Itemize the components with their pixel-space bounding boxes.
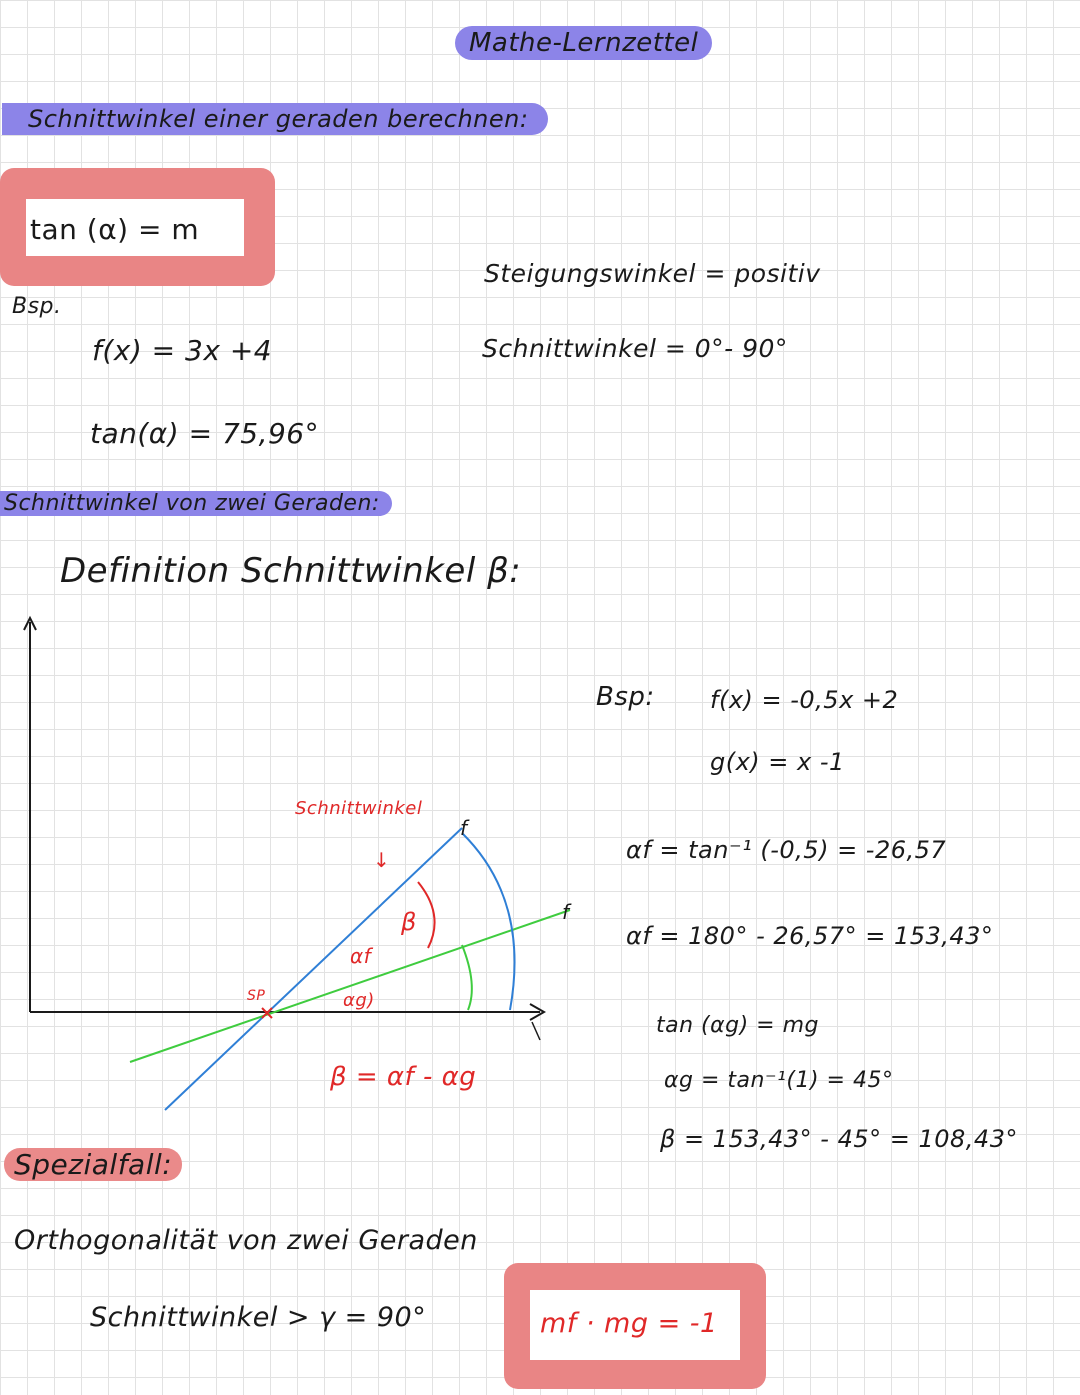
line-g-green — [130, 910, 570, 1062]
example-function: f(x) = 3x +4 — [92, 334, 273, 367]
label-f-blue: f — [460, 816, 468, 840]
green-arc — [462, 945, 472, 1010]
section1-title: Schnittwinkel einer geraden berechnen: — [2, 103, 548, 135]
special-formula: mf · mg = -1 — [540, 1308, 718, 1339]
red-arc-beta — [418, 882, 435, 948]
header-tag: Mathe-Lernzettel — [455, 26, 712, 60]
label-f-green: f — [562, 900, 570, 924]
example2-line3: tan (αg) = mg — [656, 1013, 819, 1038]
label-beta: β — [401, 908, 417, 936]
example-label: Bsp. — [12, 294, 62, 319]
label-down-arrow: ↓ — [373, 848, 391, 872]
example-result: tan(α) = 75,96° — [90, 417, 320, 450]
label-alpha-g: αg) — [343, 990, 375, 1011]
example2-label: Bsp: — [596, 682, 655, 712]
note-angle-range: Schnittwinkel = 0°- 90° — [482, 334, 788, 363]
example2-f: f(x) = -0,5x +2 — [710, 686, 899, 714]
formula-tan-m: tan (α) = m — [30, 213, 200, 246]
formula-beta: β = αf - αg — [330, 1062, 477, 1092]
label-sp: SP — [247, 988, 266, 1004]
special-subtitle: Orthogonalität von zwei Geraden — [14, 1225, 478, 1256]
definition-heading: Definition Schnittwinkel β: — [60, 551, 522, 591]
special-title: Spezialfall: — [4, 1148, 182, 1181]
label-alpha-f: αf — [350, 944, 372, 968]
example2-line4: αg = tan⁻¹(1) = 45° — [664, 1068, 894, 1093]
blue-arc — [462, 833, 515, 1010]
special-condition: Schnittwinkel > γ = 90° — [90, 1302, 427, 1333]
example2-line2: αf = 180° - 26,57° = 153,43° — [626, 922, 994, 950]
example2-line5: β = 153,43° - 45° = 108,43° — [660, 1125, 1018, 1153]
x-tick-mark — [532, 1022, 540, 1040]
example2-g: g(x) = x -1 — [710, 748, 845, 776]
section2-title: Schnittwinkel von zwei Geraden: — [0, 491, 392, 516]
label-intersection-angle: Schnittwinkel — [295, 798, 423, 819]
example2-line1: αf = tan⁻¹ (-0,5) = -26,57 — [626, 836, 947, 864]
note-slope-positive: Steigungswinkel = positiv — [484, 259, 821, 288]
